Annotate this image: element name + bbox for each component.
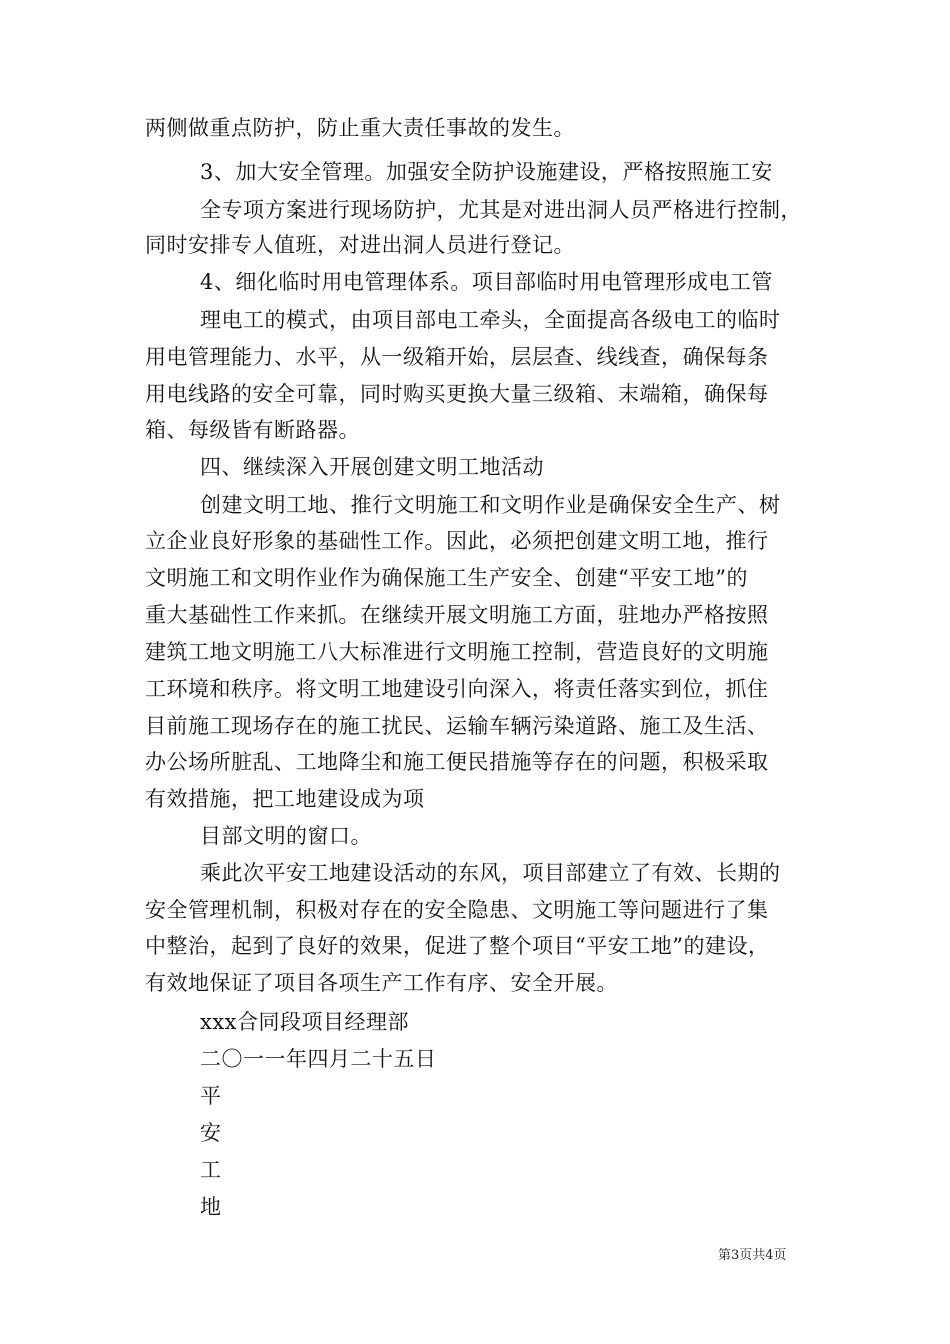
text-line: 工 xyxy=(200,1158,222,1182)
text-line: 箱、每级皆有断路器。 xyxy=(145,418,360,442)
text-line: 用电线路的安全可靠，同时购买更换大量三级箱、末端箱，确保每 xyxy=(145,382,769,406)
text-line: 用电管理能力、水平，从一级箱开始，层层查、线线查，确保每条 xyxy=(145,345,769,369)
text-line: 办公场所脏乱、工地降尘和施工便民措施等存在的问题，积极采取 xyxy=(145,750,769,774)
text-line: 中整治，起到了良好的效果，促进了整个项目“平安工地”的建设， xyxy=(145,934,770,958)
text-line: 地 xyxy=(200,1195,222,1219)
page-number-footer: 第3页共4页 xyxy=(718,1248,787,1263)
text-line: 安全管理机制，积极对存在的安全隐患、文明施工等问题进行了集 xyxy=(145,898,769,922)
text-line: 同时安排专人值班，对进出洞人员进行登记。 xyxy=(145,233,575,257)
text-line: 工环境和秩序。将文明工地建设引向深入，将责任落实到位，抓住 xyxy=(145,677,769,701)
text-line: 两侧做重点防护，防止重大责任事故的发生。 xyxy=(145,116,575,140)
text-line: 立企业良好形象的基础性工作。因此，必须把创建文明工地，推行 xyxy=(145,529,769,553)
text-line: 3、加大安全管理。加强安全防护设施建设，严格按照施工安 xyxy=(200,160,773,184)
text-line: 有效地保证了项目各项生产工作有序、安全开展。 xyxy=(145,971,618,995)
text-line: 二〇一一年四月二十五日 xyxy=(200,1047,437,1071)
text-line: xxx合同段项目经理部 xyxy=(200,1010,410,1034)
text-line: 全专项方案进行现场防护，尤其是对进出洞人员严格进行控制， xyxy=(200,198,802,222)
text-line: 目部文明的窗口。 xyxy=(200,824,372,848)
text-line: 四、继续深入开展创建文明工地活动 xyxy=(200,455,544,479)
text-line: 目前施工现场存在的施工扰民、运输车辆污染道路、施工及生活、 xyxy=(145,714,769,738)
text-line: 安 xyxy=(200,1121,222,1145)
text-line: 理电工的模式，由项目部电工牵头，全面提高各级电工的临时 xyxy=(200,308,781,332)
text-line: 建筑工地文明施工八大标准进行文明施工控制，营造良好的文明施 xyxy=(145,640,769,664)
text-line: 有效措施，把工地建设成为项 xyxy=(145,787,425,811)
text-line: 文明施工和文明作业作为确保施工生产安全、创建“平安工地”的 xyxy=(145,566,748,590)
text-line: 4、细化临时用电管理体系。项目部临时用电管理形成电工管 xyxy=(200,270,773,294)
text-line: 乘此次平安工地建设活动的东风，项目部建立了有效、长期的 xyxy=(200,861,781,885)
text-line: 重大基础性工作来抓。在继续开展文明施工方面，驻地办严格按照 xyxy=(145,603,769,627)
text-line: 平 xyxy=(200,1084,222,1108)
text-line: 创建文明工地、推行文明施工和文明作业是确保安全生产、树 xyxy=(200,493,781,517)
